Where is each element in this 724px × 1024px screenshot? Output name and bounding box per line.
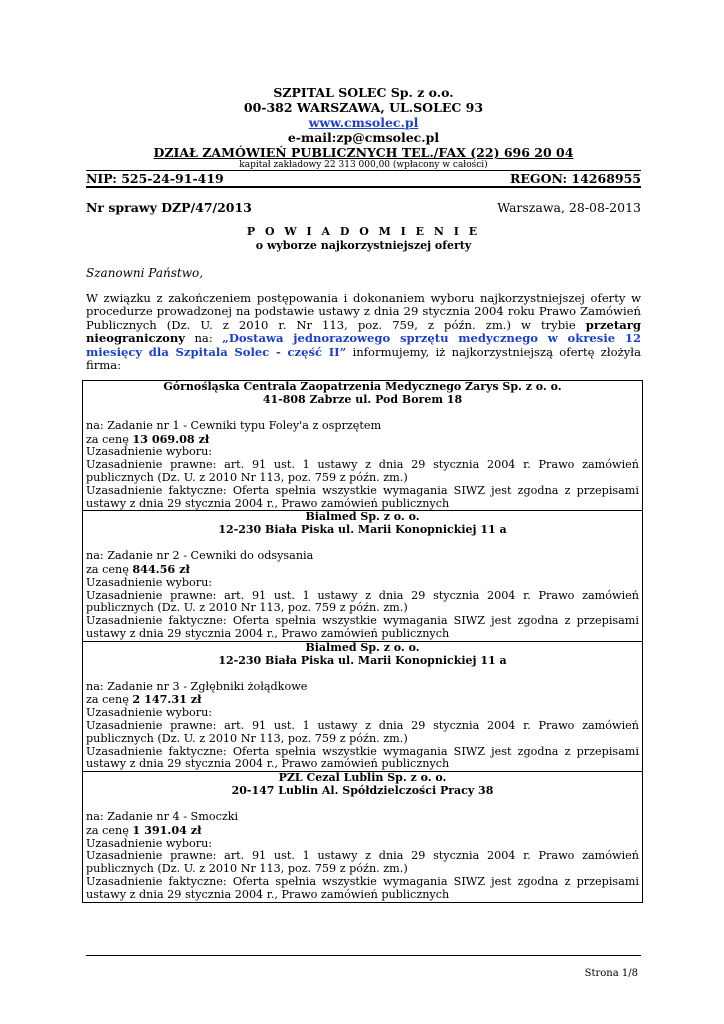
- greeting: Szanowni Państwo,: [86, 266, 204, 280]
- factual-basis: Uzasadnienie faktyczne: Oferta spełnia wszystkie wymagania SIWZ jest zgodna z przepisami ustawy z dnia 29 stycznia 2004 r., Prawo zamówień publicznych: [86, 874, 639, 901]
- price-line: [86, 824, 639, 838]
- result-entry: [83, 771, 642, 901]
- results-table: [82, 380, 643, 903]
- company-address: 41-808 Zabrze ul. Pod Borem 18: [262, 392, 463, 406]
- justification: Uzasadnienie wyboru:: [86, 445, 213, 459]
- letterhead: [86, 85, 641, 171]
- id-divider: [86, 186, 641, 188]
- company-name: PZL Cezal Lublin Sp. z o. o.: [278, 771, 447, 785]
- price-label: za cenę: [86, 823, 133, 837]
- price-line: [86, 563, 639, 577]
- company-name: Bialmed Sp. z o. o.: [305, 510, 420, 524]
- result-entry: [83, 381, 642, 510]
- place-date: Warszawa, 28-08-2013: [497, 200, 641, 215]
- intro-part3: informujemy, iż najkorzystniejszą ofertę złożyła firma:: [86, 344, 641, 373]
- factual-basis: Uzasadnienie faktyczne: Oferta spełnia wszystkie wymagania SIWZ jest zgodna z przepisami ustawy z dnia 29 stycznia 2004 r., Prawo zamówień publicznych: [86, 744, 639, 771]
- task: na: Zadanie nr 3 - Zgłębniki żołądkowe: [86, 679, 308, 693]
- page-number: Strona 1/8: [584, 968, 638, 979]
- share-capital: kapitał zakładowy 22 313 000,00 (wpłacony w całości): [239, 160, 488, 170]
- factual-basis: Uzasadnienie faktyczne: Oferta spełnia wszystkie wymagania SIWZ jest zgodna z przepisami ustawy z dnia 29 stycznia 2004 r., Prawo zamówień publicznych: [86, 614, 639, 640]
- price: 2 147.31 zł: [132, 692, 202, 707]
- justification: Uzasadnienie wyboru:: [86, 836, 213, 850]
- company-address: 12-230 Biała Piska ul. Marii Konopnickiej 11 a: [218, 523, 507, 537]
- title-main: P O W I A D O M I E N I E: [246, 225, 481, 238]
- department-contact: DZIAŁ ZAMÓWIEŃ PUBLICZNYCH TEL./FAX (22) 696 20 04: [153, 145, 574, 160]
- procurement-subject: „Dostawa jednorazowego sprzętu medycznego w okresie 12 miesięcy dla Szpitala Solec - część II”: [86, 331, 642, 359]
- price-label: za cenę: [86, 693, 133, 707]
- title-sub: o wyborze najkorzystniejszej oferty: [255, 239, 472, 252]
- email: e-mail:zp@cmsolec.pl: [287, 130, 440, 145]
- nip: NIP: 525-24-91-419: [86, 171, 224, 186]
- procedure-mode: przetarg nieograniczony: [86, 317, 641, 346]
- price-line: [86, 693, 639, 707]
- company-name: Bialmed Sp. z o. o.: [305, 640, 420, 654]
- intro-part1: W związku z zakończeniem postępowania i dokonaniem wyboru najkorzystniejszej oferty w procedurze prowadzonej na podstawie ustawy z dnia 29 stycznia 2004 roku Prawo Zamówień Publicznych (Dz. U. z 2010 r. Nr 113, poz. 759, z późn. zm.) w trybie: [86, 291, 641, 332]
- justification: Uzasadnienie wyboru:: [86, 706, 213, 720]
- price-line: [86, 433, 639, 447]
- factual-basis: Uzasadnienie faktyczne: Oferta spełnia wszystkie wymagania SIWZ jest zgodna z przepisami ustawy z dnia 29 stycznia 2004 r., Prawo zamówień publicznych: [86, 483, 639, 510]
- legal-basis: Uzasadnienie prawne: art. 91 ust. 1 ustawy z dnia 29 stycznia 2004 r. Prawo zamówień publicznych (Dz. U. z 2010 Nr 113, poz. 759 z późn. zm.): [86, 849, 639, 876]
- company-name: Górnośląska Centrala Zaopatrzenia Medycznego Zarys Sp. z o. o.: [163, 380, 562, 393]
- price: 13 069.08 zł: [132, 431, 210, 446]
- task: na: Zadanie nr 2 - Cewniki do odsysania: [86, 549, 314, 563]
- task: na: Zadanie nr 4 - Smoczki: [86, 809, 239, 823]
- case-line: [86, 200, 641, 215]
- case-number: Nr sprawy DZP/47/2013: [86, 200, 252, 215]
- price-label: za cenę: [86, 432, 133, 446]
- price: 1 391.04 zł: [132, 822, 202, 837]
- task: na: Zadanie nr 1 - Cewniki typu Foley'a z osprzętem: [86, 418, 382, 432]
- price-label: za cenę: [86, 563, 133, 576]
- company-address: 12-230 Biała Piska ul. Marii Konopnickiej 11 a: [218, 653, 507, 667]
- footer-divider: [86, 955, 641, 956]
- hospital-address: 00-382 WARSZAWA, UL.SOLEC 93: [243, 100, 484, 115]
- hospital-name: SZPITAL SOLEC Sp. z o.o.: [273, 85, 454, 100]
- document-title: [86, 225, 641, 253]
- result-entry: [83, 510, 642, 640]
- price: 844.56 zł: [132, 562, 190, 576]
- legal-basis: Uzasadnienie prawne: art. 91 ust. 1 ustawy z dnia 29 stycznia 2004 r. Prawo zamówień publicznych (Dz. U. z 2010 Nr 113, poz. 759 z późn. zm.): [86, 458, 639, 484]
- id-line: [86, 171, 641, 186]
- intro-paragraph: [86, 292, 641, 372]
- company-address: 20-147 Lublin Al. Spółdzielczości Pracy 38: [231, 784, 494, 798]
- website-link[interactable]: www.cmsolec.pl: [308, 115, 419, 130]
- justification: Uzasadnienie wyboru:: [86, 575, 213, 589]
- intro-part2: na:: [185, 331, 223, 346]
- legal-basis: Uzasadnienie prawne: art. 91 ust. 1 ustawy z dnia 29 stycznia 2004 r. Prawo zamówień publicznych (Dz. U. z 2010 Nr 113, poz. 759 z późn. zm.): [86, 588, 639, 615]
- result-entry: [83, 641, 642, 771]
- legal-basis: Uzasadnienie prawne: art. 91 ust. 1 ustawy z dnia 29 stycznia 2004 r. Prawo zamówień publicznych (Dz. U. z 2010 Nr 113, poz. 759 z późn. zm.): [86, 718, 639, 745]
- regon: REGON: 14268955: [509, 171, 641, 186]
